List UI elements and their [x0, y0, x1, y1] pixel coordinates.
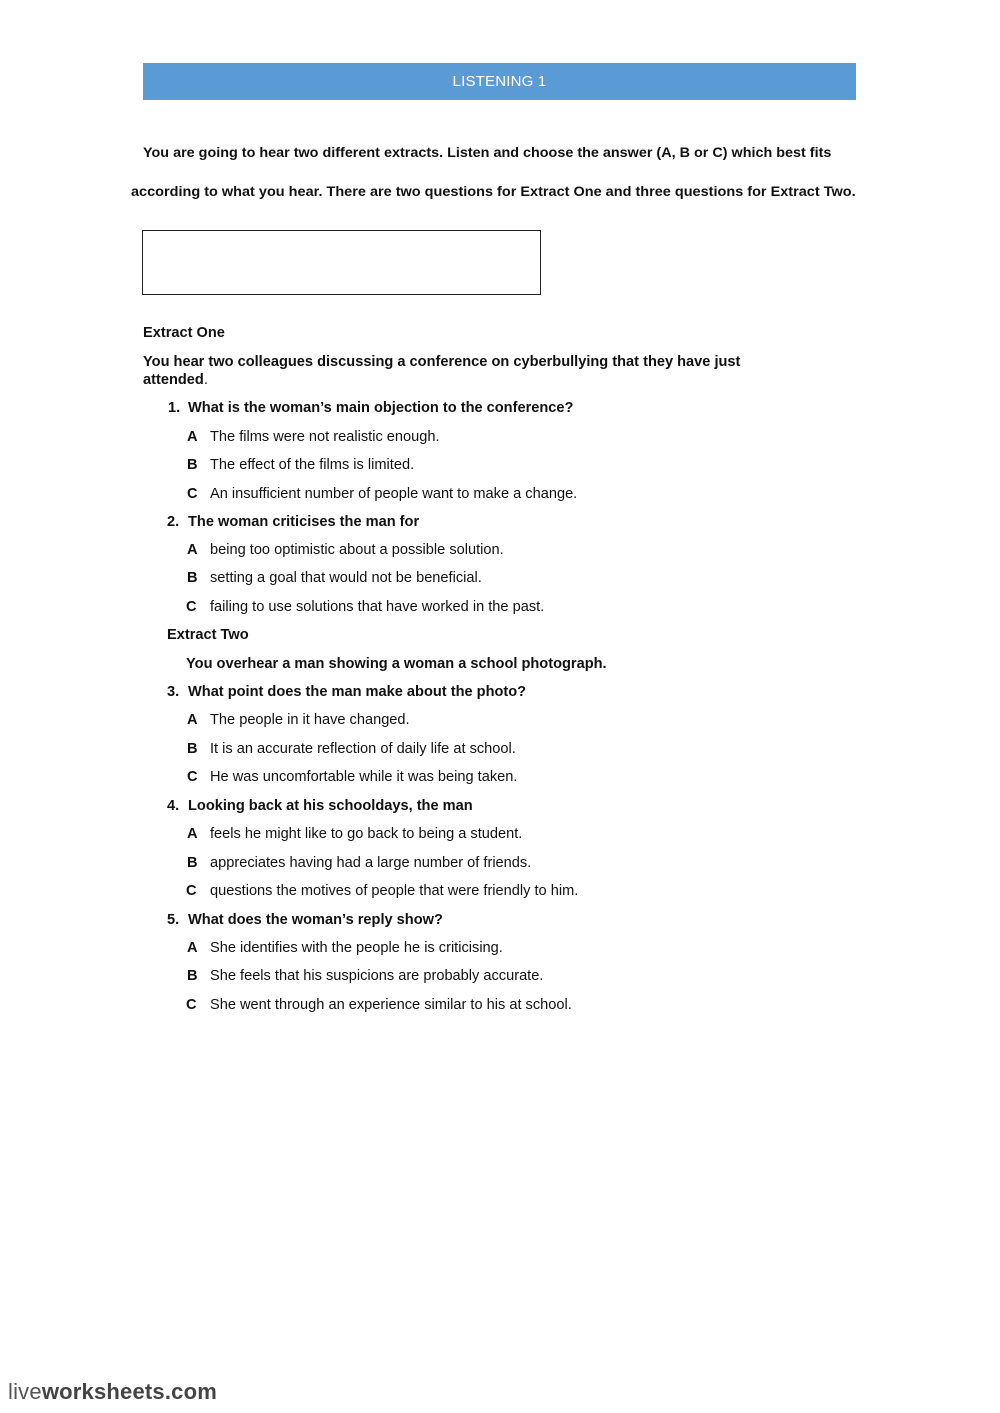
option-letter[interactable]: A — [187, 826, 198, 842]
question-number: 1. — [168, 400, 181, 416]
option-text[interactable]: being too optimistic about a possible solution. — [210, 542, 504, 558]
extract-one-context-line-2: attended. — [143, 372, 208, 388]
audio-player-box[interactable] — [142, 230, 541, 295]
option-letter[interactable]: C — [187, 769, 198, 785]
option-text[interactable]: setting a goal that would not be beneficial. — [210, 570, 482, 586]
option-text[interactable]: failing to use solutions that have worked in the past. — [210, 599, 545, 615]
option-letter[interactable]: C — [186, 599, 197, 615]
question-text: The woman criticises the man for — [188, 514, 420, 530]
option-letter[interactable]: C — [186, 997, 197, 1013]
page-title: LISTENING 1 — [452, 73, 547, 90]
liveworksheets-logo: liveworksheets.com — [8, 1379, 218, 1404]
option-text[interactable]: feels he might like to go back to being a student. — [210, 826, 523, 842]
instructions-line-1: You are going to hear two different extracts. Listen and choose the answer (A, B or C) which best fits — [143, 145, 832, 160]
extract-one-context-line-1: You hear two colleagues discussing a conference on cyberbullying that they have just — [143, 354, 741, 370]
question-text: What is the woman’s main objection to the conference? — [188, 400, 574, 416]
option-letter[interactable]: A — [187, 429, 198, 445]
option-text[interactable]: The films were not realistic enough. — [210, 429, 440, 445]
option-letter[interactable]: B — [187, 457, 198, 473]
option-text[interactable]: She identifies with the people he is criticising. — [210, 940, 503, 956]
option-text[interactable]: The people in it have changed. — [210, 712, 410, 728]
title-banner — [143, 63, 856, 100]
extract-one-heading: Extract One — [143, 325, 225, 341]
question-5 — [167, 911, 443, 929]
option-text[interactable]: She went through an experience similar to his at school. — [210, 997, 572, 1013]
option-letter[interactable]: C — [186, 883, 197, 899]
option-letter[interactable]: A — [187, 712, 198, 728]
option-letter[interactable]: B — [187, 968, 198, 984]
extract-two-context: You overhear a man showing a woman a school photograph. — [186, 656, 607, 672]
question-number: 2. — [167, 514, 180, 530]
option-letter[interactable]: B — [187, 570, 198, 586]
option-letter[interactable]: A — [187, 940, 198, 956]
question-number: 5. — [167, 912, 180, 928]
instructions-line-2: according to what you hear. There are two questions for Extract One and three questions for Extract Two. — [131, 184, 856, 199]
option-text[interactable]: It is an accurate reflection of daily life at school. — [210, 741, 516, 757]
question-1 — [168, 399, 573, 417]
option-text[interactable]: An insufficient number of people want to make a change. — [210, 486, 578, 502]
option-text[interactable]: She feels that his suspicions are probably accurate. — [210, 968, 544, 984]
question-3 — [167, 683, 526, 701]
option-text[interactable]: appreciates having had a large number of friends. — [210, 855, 532, 871]
option-letter[interactable]: B — [187, 855, 198, 871]
question-4 — [167, 797, 473, 815]
option-letter[interactable]: C — [187, 486, 198, 502]
question-text: Looking back at his schooldays, the man — [188, 798, 473, 814]
option-text[interactable]: The effect of the films is limited. — [210, 457, 415, 473]
question-number: 3. — [167, 684, 180, 700]
question-2 — [167, 513, 419, 531]
extract-two-heading: Extract Two — [167, 627, 249, 643]
option-text[interactable]: He was uncomfortable while it was being taken. — [210, 769, 518, 785]
question-text: What point does the man make about the photo? — [188, 684, 527, 700]
question-text: What does the woman’s reply show? — [188, 912, 443, 928]
option-letter[interactable]: B — [187, 741, 198, 757]
option-text[interactable]: questions the motives of people that were friendly to him. — [210, 883, 579, 899]
question-number: 4. — [167, 798, 180, 814]
option-letter[interactable]: A — [187, 542, 198, 558]
